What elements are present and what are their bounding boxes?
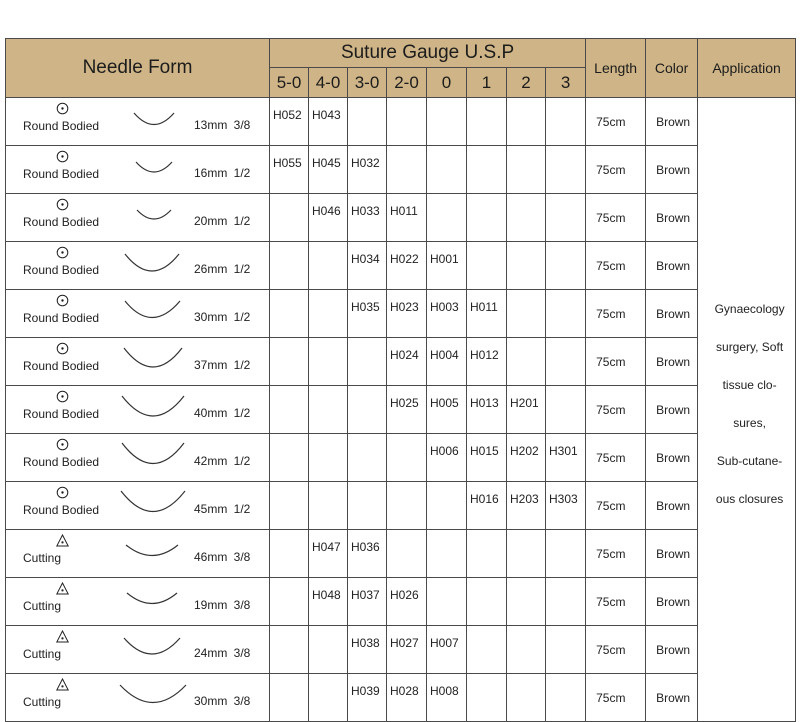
product-code-cell (270, 482, 309, 530)
needle-type-label: Cutting (23, 599, 62, 613)
product-code-cell (309, 482, 348, 530)
product-code-cell: H036 (348, 530, 387, 578)
product-code-cell: H203 (507, 482, 546, 530)
needle-form-cell (6, 530, 270, 578)
needle-type-label: Round Bodied (23, 167, 100, 181)
color-cell: Brown (646, 98, 698, 146)
circle-dot-icon (56, 246, 69, 259)
product-code-cell (348, 434, 387, 482)
product-code-cell: H022 (387, 242, 427, 290)
product-code-cell: H032 (348, 146, 387, 194)
product-code-cell (546, 530, 586, 578)
product-code-cell (546, 242, 586, 290)
needle-size-label: 42mm 1/2 (194, 454, 251, 468)
application-text-line: Gynaecology (714, 301, 785, 316)
needle-type-label: Round Bodied (23, 119, 100, 133)
product-code-cell (309, 338, 348, 386)
color-cell: Brown (646, 530, 698, 578)
product-code-cell (427, 530, 467, 578)
length-cell: 75cm (586, 194, 646, 242)
needle-curve-icon (116, 248, 190, 278)
needle-type-label: Cutting (23, 551, 62, 565)
product-code-cell: H024 (387, 338, 427, 386)
color-header: Color (646, 39, 698, 98)
table-row (6, 242, 796, 290)
circle-dot-icon (56, 150, 69, 163)
needle-curve-icon (116, 632, 190, 662)
needle-size-label: 45mm 1/2 (194, 502, 251, 516)
needle-curve-icon (116, 488, 190, 518)
table-row (6, 146, 796, 194)
gauge-col-header: 3-0 (348, 68, 387, 98)
length-cell: 75cm (586, 242, 646, 290)
product-code-cell: H301 (546, 434, 586, 482)
product-code-cell (270, 242, 309, 290)
application-cell (698, 98, 796, 722)
needle-size-label: 30mm 3/8 (194, 694, 251, 708)
product-code-cell: H003 (427, 290, 467, 338)
product-code-cell (427, 98, 467, 146)
needle-size-label: 16mm 1/2 (194, 166, 251, 180)
product-code-cell (427, 578, 467, 626)
needle-type-label: Round Bodied (23, 407, 100, 421)
product-code-cell: H201 (507, 386, 546, 434)
application-header: Application (698, 39, 796, 98)
needle-size-label: 24mm 3/8 (194, 646, 251, 660)
circle-dot-icon (56, 342, 69, 355)
needle-type-label: Cutting (23, 695, 62, 709)
product-code-cell (387, 482, 427, 530)
gauge-col-header: 4-0 (309, 68, 348, 98)
gauge-col-header: 5-0 (270, 68, 309, 98)
product-code-cell: H015 (467, 434, 507, 482)
product-code-cell: H008 (427, 674, 467, 722)
needle-form-cell (6, 98, 270, 146)
product-code-cell (270, 434, 309, 482)
product-code-cell: H012 (467, 338, 507, 386)
color-cell: Brown (646, 674, 698, 722)
table-row (6, 578, 796, 626)
product-code-cell (309, 626, 348, 674)
table-row (6, 434, 796, 482)
needle-form-cell (6, 194, 270, 242)
product-code-cell: H007 (427, 626, 467, 674)
circle-dot-icon (56, 294, 69, 307)
product-code-cell (309, 386, 348, 434)
length-cell: 75cm (586, 674, 646, 722)
needle-type-label: Round Bodied (23, 455, 100, 469)
product-code-cell (387, 530, 427, 578)
application-text-line: surgery, Soft (716, 339, 784, 354)
color-cell: Brown (646, 242, 698, 290)
product-code-cell (270, 290, 309, 338)
table-header (6, 39, 796, 98)
product-code-cell: H303 (546, 482, 586, 530)
product-code-cell (467, 242, 507, 290)
needle-type-label: Round Bodied (23, 263, 100, 277)
product-code-cell: H004 (427, 338, 467, 386)
product-code-cell: H037 (348, 578, 387, 626)
product-code-cell (348, 386, 387, 434)
gauge-col-header: 2 (507, 68, 546, 98)
product-code-cell (270, 674, 309, 722)
header-row-top (6, 39, 796, 68)
product-code-cell (507, 338, 546, 386)
product-code-cell: H043 (309, 98, 348, 146)
needle-form-cell (6, 290, 270, 338)
product-code-cell (270, 626, 309, 674)
needle-type-label: Round Bodied (23, 359, 100, 373)
table-body (6, 98, 796, 722)
product-code-cell (427, 194, 467, 242)
product-code-cell (546, 386, 586, 434)
product-code-cell: H045 (309, 146, 348, 194)
product-code-cell (309, 434, 348, 482)
product-code-cell (309, 242, 348, 290)
length-cell: 75cm (586, 578, 646, 626)
product-code-cell (387, 434, 427, 482)
product-code-cell: H011 (467, 290, 507, 338)
color-cell: Brown (646, 194, 698, 242)
product-code-cell (507, 194, 546, 242)
table-row (6, 386, 796, 434)
product-code-cell (467, 578, 507, 626)
product-code-cell: H011 (387, 194, 427, 242)
needle-curve-icon (116, 296, 190, 326)
circle-dot-icon (56, 486, 69, 499)
needle-size-label: 26mm 1/2 (194, 262, 251, 276)
table-row (6, 626, 796, 674)
length-cell: 75cm (586, 338, 646, 386)
product-code-cell: H038 (348, 626, 387, 674)
needle-curve-icon (116, 344, 190, 374)
length-cell: 75cm (586, 290, 646, 338)
color-cell: Brown (646, 578, 698, 626)
color-cell: Brown (646, 338, 698, 386)
needle-form-header: Needle Form (6, 39, 270, 98)
needle-form-cell (6, 578, 270, 626)
table-row (6, 98, 796, 146)
length-cell: 75cm (586, 530, 646, 578)
product-code-cell (507, 98, 546, 146)
circle-dot-icon (56, 390, 69, 403)
needle-size-label: 13mm 3/8 (194, 118, 251, 132)
product-code-cell (507, 530, 546, 578)
product-code-cell: H023 (387, 290, 427, 338)
product-code-cell (546, 290, 586, 338)
product-code-cell (270, 530, 309, 578)
needle-form-cell (6, 338, 270, 386)
needle-form-cell (6, 146, 270, 194)
product-code-cell (348, 98, 387, 146)
product-code-cell (467, 530, 507, 578)
product-code-cell (546, 146, 586, 194)
length-cell: 75cm (586, 626, 646, 674)
length-cell: 75cm (586, 482, 646, 530)
color-cell: Brown (646, 290, 698, 338)
needle-form-cell (6, 674, 270, 722)
needle-size-label: 37mm 1/2 (194, 358, 251, 372)
needle-size-label: 20mm 1/2 (194, 214, 251, 228)
product-code-cell: H039 (348, 674, 387, 722)
product-code-cell (309, 674, 348, 722)
product-code-cell (546, 626, 586, 674)
needle-curve-icon (116, 104, 190, 134)
product-code-cell (546, 578, 586, 626)
needle-type-label: Round Bodied (23, 311, 100, 325)
product-code-cell (467, 674, 507, 722)
product-code-cell (507, 290, 546, 338)
product-code-cell (467, 98, 507, 146)
table-row (6, 290, 796, 338)
gauge-col-header: 0 (427, 68, 467, 98)
needle-size-label: 19mm 3/8 (194, 598, 251, 612)
needle-form-cell (6, 386, 270, 434)
product-code-cell: H033 (348, 194, 387, 242)
product-code-cell (507, 674, 546, 722)
needle-form-cell (6, 626, 270, 674)
needle-size-label: 40mm 1/2 (194, 406, 251, 420)
suture-spec-table (5, 38, 796, 722)
product-code-cell (427, 482, 467, 530)
triangle-dot-icon (56, 582, 69, 595)
product-code-cell (348, 482, 387, 530)
table-row (6, 338, 796, 386)
product-code-cell (546, 194, 586, 242)
length-cell: 75cm (586, 98, 646, 146)
circle-dot-icon (56, 438, 69, 451)
product-code-cell: H055 (270, 146, 309, 194)
product-code-cell (546, 338, 586, 386)
product-code-cell: H052 (270, 98, 309, 146)
product-code-cell: H025 (387, 386, 427, 434)
color-cell: Brown (646, 434, 698, 482)
product-code-cell: H027 (387, 626, 427, 674)
needle-form-cell (6, 434, 270, 482)
product-code-cell: H035 (348, 290, 387, 338)
product-code-cell (507, 578, 546, 626)
product-code-cell (309, 290, 348, 338)
application-text-line: sures, (733, 415, 766, 430)
gauge-col-header: 3 (546, 68, 586, 98)
needle-type-label: Round Bodied (23, 503, 100, 517)
application-text-line: tissue clo- (722, 377, 777, 392)
needle-curve-icon (116, 680, 190, 710)
needle-curve-icon (116, 392, 190, 422)
circle-dot-icon (56, 102, 69, 115)
product-code-cell (348, 338, 387, 386)
table-row (6, 194, 796, 242)
product-code-cell (507, 242, 546, 290)
product-code-cell: H026 (387, 578, 427, 626)
length-cell: 75cm (586, 386, 646, 434)
product-code-cell (427, 146, 467, 194)
product-code-cell (270, 338, 309, 386)
product-code-cell (270, 386, 309, 434)
length-cell: 75cm (586, 434, 646, 482)
needle-size-label: 46mm 3/8 (194, 550, 251, 564)
suture-gauge-header: Suture Gauge U.S.P (270, 39, 586, 68)
needle-curve-icon (116, 440, 190, 470)
needle-type-label: Round Bodied (23, 215, 100, 229)
product-code-cell (467, 194, 507, 242)
color-cell: Brown (646, 386, 698, 434)
product-code-cell (467, 146, 507, 194)
needle-curve-icon (116, 200, 190, 230)
product-code-cell: H013 (467, 386, 507, 434)
table-row (6, 530, 796, 578)
product-code-cell (387, 146, 427, 194)
product-code-cell (270, 578, 309, 626)
product-code-cell (270, 194, 309, 242)
color-cell: Brown (646, 626, 698, 674)
needle-curve-icon (116, 536, 190, 566)
color-cell: Brown (646, 146, 698, 194)
needle-form-cell (6, 242, 270, 290)
triangle-dot-icon (56, 534, 69, 547)
product-code-cell (507, 626, 546, 674)
gauge-col-header: 2-0 (387, 68, 427, 98)
table-row (6, 674, 796, 722)
product-code-cell (546, 674, 586, 722)
product-code-cell: H028 (387, 674, 427, 722)
triangle-dot-icon (56, 630, 69, 643)
product-code-cell: H005 (427, 386, 467, 434)
table-row (6, 482, 796, 530)
color-cell: Brown (646, 482, 698, 530)
application-text-line: ous closures (715, 491, 784, 506)
product-code-cell: H048 (309, 578, 348, 626)
product-code-cell (546, 98, 586, 146)
application-text-line: Sub-cutane- (716, 453, 783, 468)
product-code-cell (387, 98, 427, 146)
circle-dot-icon (56, 198, 69, 211)
product-code-cell: H016 (467, 482, 507, 530)
product-code-cell: H047 (309, 530, 348, 578)
product-code-cell (507, 146, 546, 194)
gauge-col-header: 1 (467, 68, 507, 98)
product-code-cell: H034 (348, 242, 387, 290)
needle-type-label: Cutting (23, 647, 62, 661)
product-code-cell: H202 (507, 434, 546, 482)
triangle-dot-icon (56, 678, 69, 691)
product-code-cell (467, 626, 507, 674)
product-code-cell: H001 (427, 242, 467, 290)
needle-size-label: 30mm 1/2 (194, 310, 251, 324)
length-cell: 75cm (586, 146, 646, 194)
needle-curve-icon (116, 152, 190, 182)
needle-form-cell (6, 482, 270, 530)
length-header: Length (586, 39, 646, 98)
product-code-cell: H046 (309, 194, 348, 242)
product-code-cell: H006 (427, 434, 467, 482)
needle-curve-icon (116, 584, 190, 614)
